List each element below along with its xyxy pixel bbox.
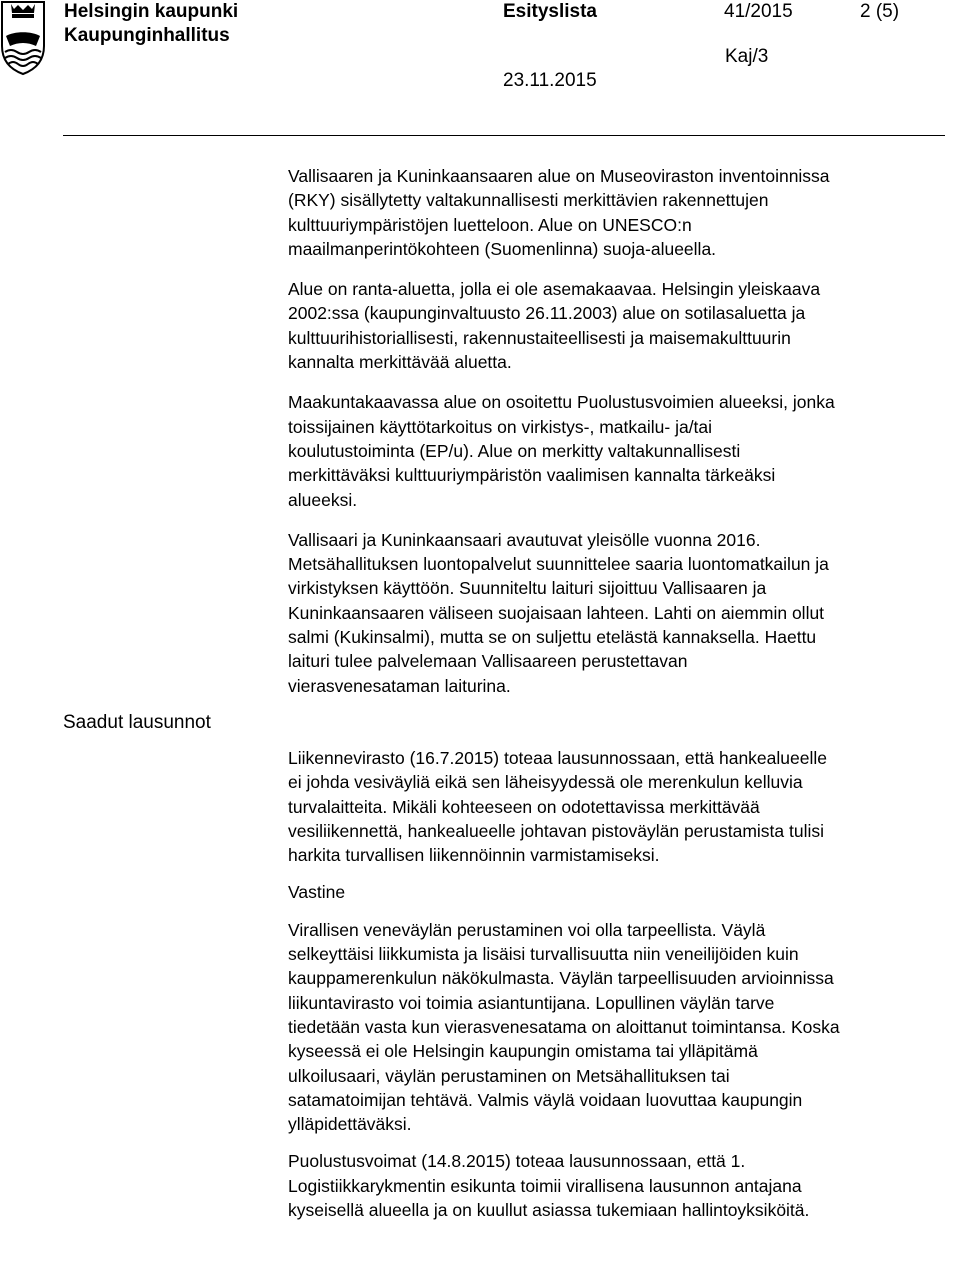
text-line: Metsähallituksen luontopalvelut suunnittelee saaria luontomatkailun ja — [288, 554, 829, 575]
text-line: Kuninkaansaaren väliseen suojaisaan lahteen. Lahti on aiemmin ollut — [288, 602, 825, 623]
org-name: Helsingin kaupunki — [64, 1, 239, 22]
helsinki-crest-logo — [0, 0, 46, 76]
doc-type: Esityslista — [503, 1, 597, 22]
paragraph — [288, 918, 953, 1137]
text-line: vesiliikennettä, hankealueelle johtavan pistoväylän perustamista tulisi — [288, 820, 825, 841]
text-line: Vallisaari ja Kuninkaansaari avautuvat yleisölle vuonna 2016. — [288, 529, 761, 550]
paragraph — [288, 528, 953, 698]
text-line: liikuntavirasto voi toimia asiantuntijana. Lopullinen väylän tarve — [288, 992, 775, 1013]
text-line: Vallisaaren ja Kuninkaansaaren alue on Museoviraston inventoinnissa — [288, 166, 830, 186]
text-line: turvalaitteita. Mikäli kohteeseen on odotettavissa merkittävää — [288, 796, 760, 817]
text-line: Vastine — [288, 882, 346, 903]
text-line: kauppamerenkulun näkökulmasta. Väylän tarpeellisuuden arvioinnissa — [288, 968, 834, 989]
text-line: salmi (Kukinsalmi), mutta se on suljettu etelästä kannaksella. Haettu — [288, 627, 817, 648]
text-line: Puolustusvoimat (14.8.2015) toteaa lausunnossaan, että 1. — [288, 1151, 746, 1172]
text-line: Virallisen veneväylän perustaminen voi olla tarpeellista. Väylä — [288, 919, 766, 940]
response-heading — [288, 880, 953, 904]
main-text — [288, 164, 953, 1222]
meeting-date: 23.11.2015 — [503, 70, 597, 91]
text-line: laituri tulee palvelemaan Vallisaareen perustettavan — [288, 651, 688, 672]
paragraph — [288, 277, 953, 374]
org-body: Kaupunginhallitus — [64, 25, 230, 46]
text-line: virkistyksen käyttöön. Suunniteltu laituri sijoittuu Vallisaaren ja — [288, 578, 767, 599]
text-line: alueeksi. — [288, 489, 358, 510]
text-line: Liikennevirasto (16.7.2015) toteaa lausunnossaan, että hankealueelle — [288, 747, 827, 768]
text-line: harkita turvallisen liikennöinnin varmistamiseksi. — [288, 845, 660, 866]
text-line: koulutustoiminta (EP/u). Alue on merkitty valtakunnallisesti — [288, 440, 741, 461]
text-line: Alue on ranta-aluetta, jolla ei ole asemakaavaa. Helsingin yleiskaava — [288, 279, 821, 300]
text-line: ei johda vesiväyliä eikä sen läheisyydessä ole merenkulun kelluvia — [288, 772, 803, 793]
text-line: selkeyttäisi liikkumista ja lisäisi turvallisuutta niin veneilijöiden kuin — [288, 944, 799, 965]
text-line: kulttuuriympäristöjen luetteloon. Alue on UNESCO:n — [288, 214, 692, 235]
text-line: (RKY) sisällytetty valtakunnallisesti merkittävien rakennettujen — [288, 190, 769, 211]
text-line: kannalta merkittävää aluetta. — [288, 352, 512, 373]
text-line: kyseisellä alueella ja on kuullut asiassa tukemiaan hallintoyksiköitä. — [288, 1199, 810, 1220]
text-line: vierasvenesataman laiturina. — [288, 675, 511, 696]
text-line: toissijainen käyttötarkoitus on virkistys-, matkailu- ja/tai — [288, 416, 713, 437]
paragraph — [288, 746, 953, 867]
paragraph — [288, 390, 953, 511]
text-line: 2002:ssa (kaupunginvaltuusto 26.11.2003) alue on sotilasaluetta ja — [288, 303, 806, 324]
doc-number: 41/2015 — [724, 1, 793, 22]
text-line: tiedetään vasta kun vierasvenesatama on aloittanut toimintansa. Koska — [288, 1016, 840, 1037]
text-line: satamatoimijan tehtävä. Valmis väylä voidaan luovuttaa kaupungin — [288, 1089, 803, 1110]
text-line: kulttuurihistoriallisesti, rakennustaiteellisesti ja maisemakulttuurin — [288, 327, 791, 348]
text-line: kyseessä ei ole Helsingin kaupungin omistama tai ylläpitämä — [288, 1041, 758, 1062]
text-line: Logistiikkarykmentin esikunta toimii virallisena lausunnon antajana — [288, 1175, 802, 1196]
header-divider — [63, 135, 945, 136]
page-number: 2 (5) — [860, 1, 900, 22]
paragraph — [288, 164, 953, 261]
text-line: merkittäväksi kulttuuriympäristön vaalimisen kannalta tärkeäksi — [288, 465, 776, 486]
text-line: ylläpidettäväksi. — [288, 1114, 412, 1135]
section-label: Saadut lausunnot — [63, 712, 211, 733]
agenda-item: Kaj/3 — [725, 46, 769, 67]
text-line: maailmanperintökohteen (Suomenlinna) suoja-alueella. — [288, 238, 717, 259]
text-line: ulkoilusaari, väylän perustaminen on Metsähallituksen tai — [288, 1065, 730, 1086]
text-line: Maakuntakaavassa alue on osoitettu Puolustusvoimien alueeksi, jonka — [288, 392, 835, 413]
paragraph — [288, 1149, 953, 1222]
